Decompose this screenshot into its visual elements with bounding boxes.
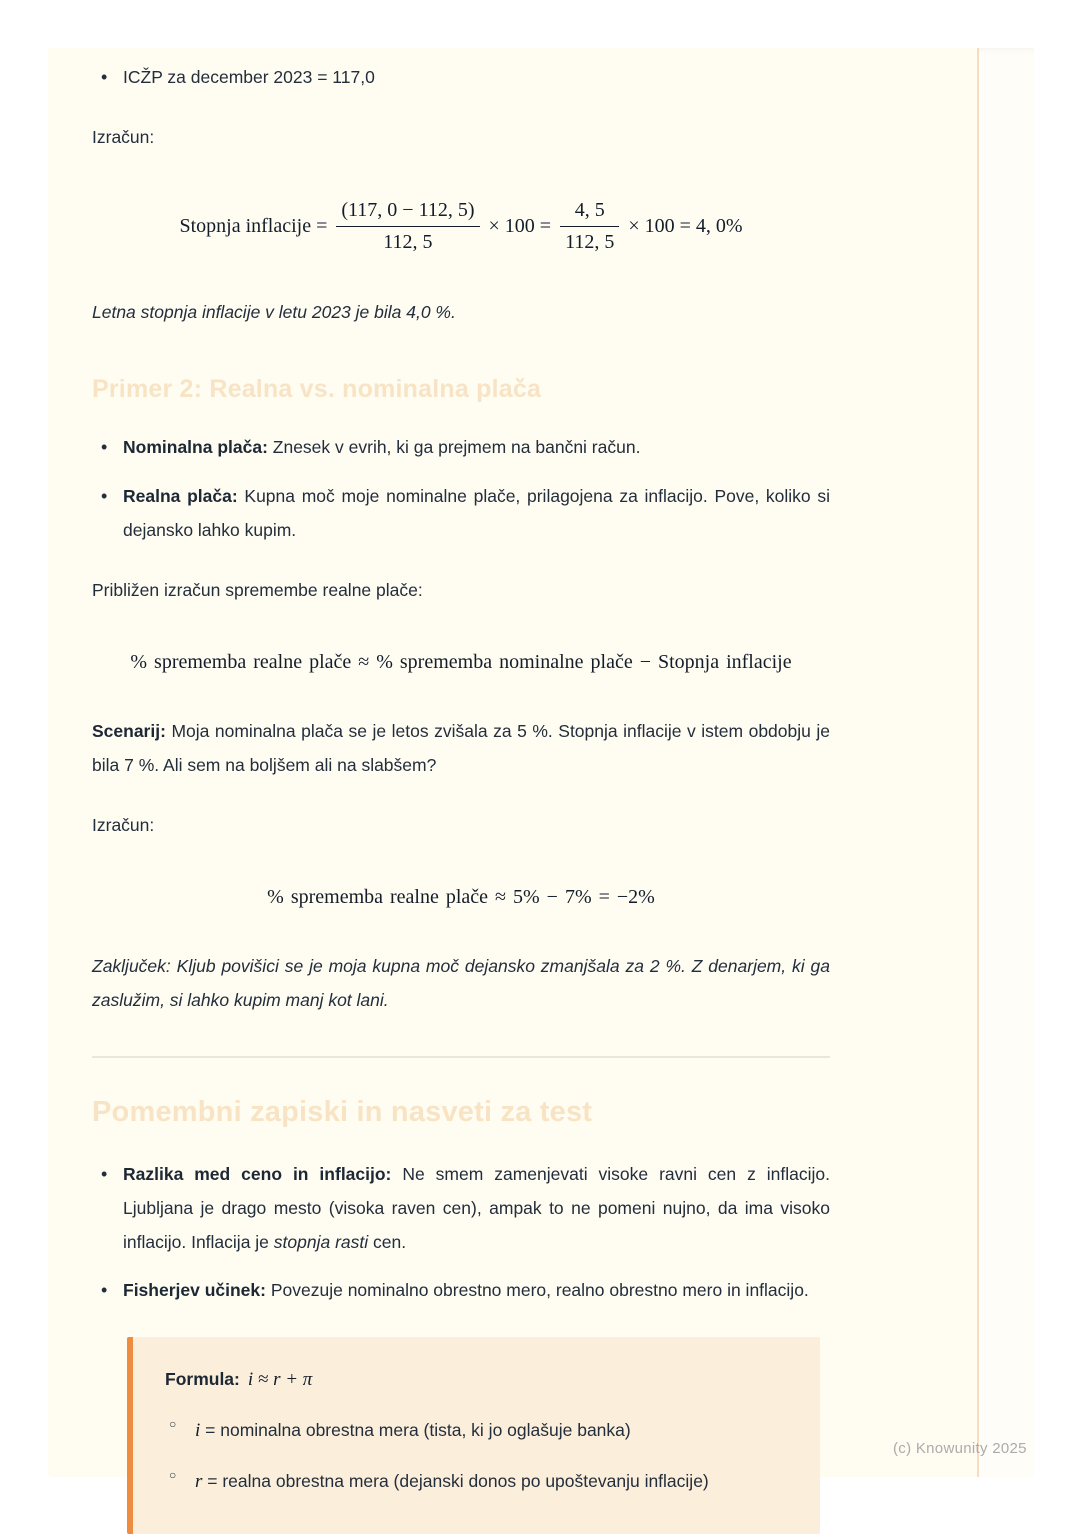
formula-callout bbox=[127, 1337, 820, 1534]
formula-inflation-rate bbox=[92, 198, 830, 255]
fraction bbox=[336, 198, 479, 255]
term-definition: Znesek v evrih, ki ga prejmem na bančni račun. bbox=[267, 437, 641, 458]
page-content bbox=[48, 48, 874, 1534]
list-item bbox=[92, 60, 830, 94]
fisher-formula: i ≈ r + π bbox=[247, 1369, 313, 1390]
fraction-numerator: (117, 0 − 112, 5) bbox=[336, 198, 479, 227]
list-item bbox=[165, 1412, 787, 1449]
term-definition: Povezuje nominalno obrestno mero, realno obrestno mero in inflacijo. bbox=[265, 1279, 809, 1300]
inflation-conclusion: Letna stopnja inflacije v letu 2023 je bila 4,0 %. bbox=[92, 302, 456, 323]
formula-lhs: Stopnja inflacije = bbox=[179, 215, 328, 238]
term-definition: cen. bbox=[368, 1231, 407, 1252]
scenario-text: Moja nominalna plača se je letos zvišala za 5 %. Stopnja inflacije v istem obdobju je bila 7 %. Ali sem na boljšem ali na slabšem? bbox=[92, 720, 830, 775]
term-definition: Kupna moč moje nominalne plače, prilagojena za inflacijo. Pove, koliko si dejansko lahko kupim. bbox=[123, 485, 831, 540]
list-item bbox=[92, 1157, 830, 1259]
list-item bbox=[92, 479, 830, 547]
formula-mid: × 100 = bbox=[488, 215, 552, 238]
list-item bbox=[92, 1273, 830, 1307]
term-definition: Ne smem zamenjevati visoke ravni cen z inflacijo. Ljubljana je drago mesto (visoka raven cen), ampak to ne pomeni nujno, da ima visoko inflacijo. Inflacija je bbox=[123, 1163, 830, 1252]
approx-label: Približen izračun spremembe realne plače: bbox=[92, 579, 423, 600]
variable-definition: = nominalna obrestna mera (tista, ki jo oglašuje banka) bbox=[200, 1420, 631, 1441]
scenario-label: Scenarij: bbox=[92, 720, 166, 741]
formula-label: Formula: bbox=[165, 1369, 240, 1389]
section-divider bbox=[92, 1056, 830, 1058]
notes-bullet-list bbox=[92, 1157, 830, 1308]
callout-title bbox=[165, 1361, 787, 1398]
formula-real-wage-calc: % sprememba realne plače ≈ 5% − 7% = −2% bbox=[267, 886, 655, 909]
izracun-label: Izračun: bbox=[92, 815, 155, 836]
variable-symbol: r bbox=[195, 1471, 203, 1493]
list-item bbox=[92, 430, 830, 464]
term-label: Fisherjev učinek: bbox=[123, 1279, 266, 1300]
variable-symbol: i bbox=[195, 1420, 201, 1442]
section-heading-notes: Pomembni zapiski in nasveti za test bbox=[92, 1095, 593, 1128]
intro-bullet-list bbox=[92, 60, 830, 94]
fraction-numerator: 4, 5 bbox=[560, 198, 619, 227]
term-label: Razlika med ceno in inflacijo: bbox=[123, 1163, 392, 1184]
section-heading-primer2: Primer 2: Realna vs. nominalna plača bbox=[92, 375, 542, 404]
list-item-text: ICŽP za december 2023 = 117,0 bbox=[123, 67, 375, 87]
izracun-label: Izračun: bbox=[92, 127, 155, 148]
list-item bbox=[165, 1463, 787, 1500]
document-page bbox=[48, 48, 977, 1493]
term-label: Nominalna plača: bbox=[123, 437, 268, 458]
primer2-bullet-list bbox=[92, 430, 830, 546]
formula-real-wage-approx: % sprememba realne plače ≈ % sprememba nominalne plače − Stopnja inflacije bbox=[130, 650, 792, 673]
variable-definition: = realna obrestna mera (dejanski donos po upoštevanju inflacije) bbox=[202, 1471, 709, 1492]
zakljucek-paragraph: Zaključek: Kljub povišici se je moja kupna moč dejansko zmanjšala za 2 %. Z denarjem, ki ga zaslužim, si lahko kupim manj kot lani. bbox=[92, 956, 830, 1011]
fraction bbox=[560, 198, 619, 255]
term-label: Realna plača: bbox=[123, 485, 238, 506]
fraction-denominator: 112, 5 bbox=[565, 231, 615, 254]
callout-bullet-list bbox=[165, 1412, 787, 1500]
scenario-paragraph bbox=[92, 714, 830, 782]
formula-result: × 100 = 4, 0% bbox=[628, 215, 743, 238]
next-page-strip bbox=[979, 48, 1034, 1477]
copyright-watermark: (c) Knowunity 2025 bbox=[893, 1440, 1027, 1457]
emphasized-phrase: stopnja rasti bbox=[273, 1231, 369, 1252]
fraction-denominator: 112, 5 bbox=[383, 231, 433, 254]
